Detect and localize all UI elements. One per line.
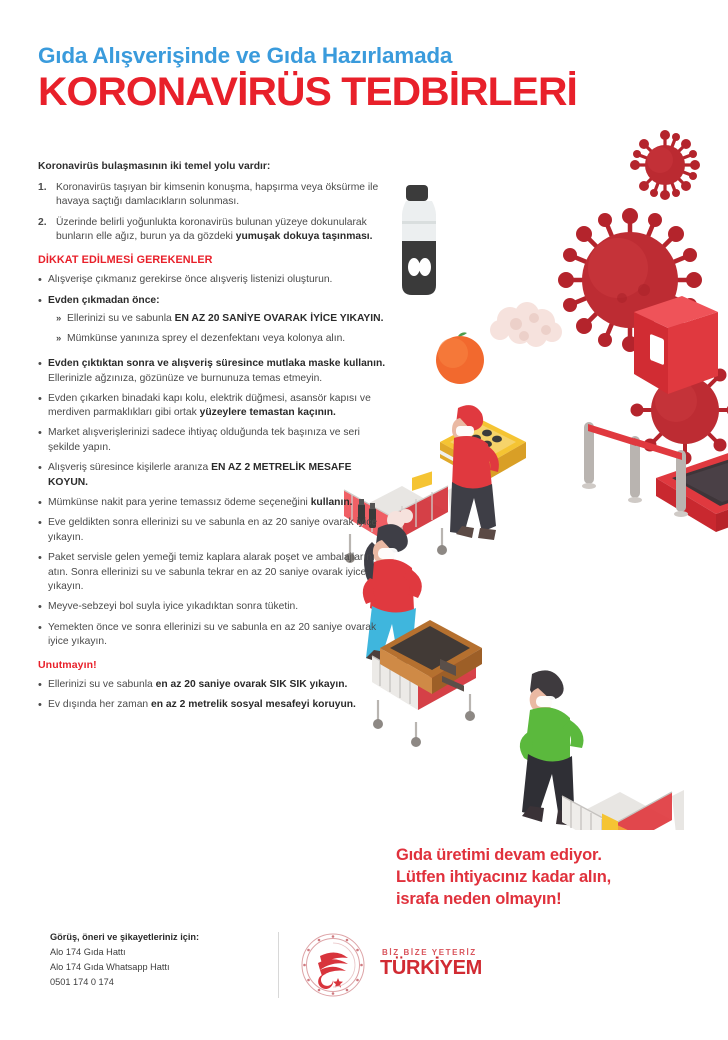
- bullet-dot-icon: •: [38, 462, 42, 475]
- crescent-star-icon: [318, 952, 348, 989]
- water-bottle-icon: [402, 185, 436, 295]
- intro-lead: Koronavirüs bulaşmasının iki temel yolu vardır:: [38, 161, 271, 172]
- call-to-action-text: [396, 845, 716, 910]
- list-text: Evden çıkmadan önce: » Ellerinizi su ve sabunla EN AZ 20 SANİYE OVARAK İYİCE YIKAYIN. » Mümkünse yanınıza sprey el dezenfektanı veya kolonya alın.: [48, 294, 390, 352]
- list-item: [38, 461, 390, 490]
- list-text: Üzerinde belirli yoğunlukta koronavirüs bulunan yüzeye dokunularak bunların elle ağız, burun ya da gözdeki yumuşak dokuya taşınması.: [56, 216, 373, 243]
- cauliflower-icon: [490, 302, 562, 347]
- list-number: 1.: [38, 181, 47, 193]
- bullet-dot-icon: •: [38, 392, 42, 405]
- list-item: [38, 496, 390, 511]
- bullet-dot-icon: •: [38, 601, 42, 614]
- contact-line-1: Alo 174 Gıda Hattı: [50, 946, 126, 957]
- shopper-green-shirt-icon: [520, 670, 684, 830]
- brand-name: TÜRKİYEM: [380, 957, 483, 979]
- poster-header: [38, 44, 698, 112]
- cta-line-2: Lütfen ihtiyacınız kadar alın,: [396, 867, 611, 886]
- orange-fruit-icon: [436, 332, 484, 384]
- contact-phone: 0501 174 0 174: [50, 976, 114, 987]
- brand-tagline: BİZ BİZE YETERİZ: [382, 948, 477, 957]
- cta-line-3: israfa neden olmayın!: [396, 889, 562, 908]
- list-text: Eve geldikten sonra ellerinizi su ve sabunla en az 20 saniye ovarak iyice yıkayın.: [48, 517, 378, 543]
- list-item: [38, 678, 390, 693]
- list-text: Alışverişe çıkmanız gerekirse önce alışveriş listenizi oluşturun.: [48, 274, 333, 286]
- body-content: [38, 160, 390, 718]
- list-item: [38, 698, 390, 713]
- list-text: Yemekten önce ve sonra ellerinizi su ve sabunla en az 20 saniye ovarak iyice yıkayın.: [48, 621, 377, 648]
- list-text: Market alışverişlerinizi sadece ihtiyaç olduğunda tek başınıza ve seri şekilde yapın.: [48, 427, 360, 454]
- poster-footer: [50, 930, 483, 1010]
- section-heading-attention: DİKKAT EDİLMESİ GEREKENLER: [38, 254, 213, 267]
- bullet-dot-icon: •: [38, 517, 42, 530]
- chevron-right-icon: »: [56, 313, 62, 325]
- list-text: Meyve-sebzeyi bol suyla iyice yıkadıktan sonra tüketin.: [48, 601, 299, 613]
- list-text: Paket servisle gelen yemeği temiz kaplara alarak poşet ve ambalajlarını atın. Sonra ellerinizi su ve sabunla tekrar en az 20 saniye ovarak iyice yıkayın.: [48, 551, 375, 593]
- virus-particle-icon: [630, 130, 700, 200]
- list-item: [38, 551, 390, 595]
- list-item: [38, 294, 390, 352]
- bullet-dot-icon: •: [38, 621, 42, 634]
- bullet-dot-icon: •: [38, 358, 42, 371]
- list-number: 2.: [38, 216, 47, 228]
- page-title: KORONAVİRÜS TEDBİRLERİ: [38, 69, 577, 114]
- section-heading-remember: Unutmayın!: [38, 658, 97, 671]
- list-item: [38, 357, 390, 386]
- list-item: [38, 392, 390, 421]
- cta-line-1: Gıda üretimi devam ediyor.: [396, 846, 602, 864]
- list-text: Koronavirüs taşıyan bir kimsenin konuşma, hapşırma veya öksürme ile havaya saçtığı damlacıkların solunması.: [56, 181, 379, 208]
- list-item: [38, 621, 390, 650]
- contact-heading: Görüş, öneri ve şikayetleriniz için:: [50, 932, 200, 942]
- list-text: Ellerinizi su ve sabunla EN AZ 20 SANİYE OVARAK İYİCE YIKAYIN.: [67, 313, 384, 325]
- list-text: Alışveriş süresince kişilerle aranıza EN AZ 2 METRELİK MESAFE KOYUN.: [48, 462, 352, 488]
- seal-svg: [300, 932, 366, 998]
- bullet-dot-icon: •: [38, 496, 42, 509]
- sub-bullet-list: [56, 312, 390, 346]
- list-text: Ellerinizi su ve sabunla en az 20 saniye ovarak SIK SIK yıkayın.: [48, 678, 348, 690]
- list-item: [56, 332, 390, 347]
- bullet-dot-icon: •: [38, 699, 42, 712]
- list-text: Evden çıkarken binadaki kapı kolu, elektrik düğmesi, asansör kapısı ve merdiven parmaklıkları gibi ortak yüzeylere temastan kaçının.: [48, 392, 371, 419]
- footer-divider: [278, 932, 279, 998]
- bullet-dot-icon: •: [38, 678, 42, 691]
- attention-bullet-list: [38, 273, 390, 650]
- ministry-seal-logo: [300, 932, 366, 998]
- contact-line-2: Alo 174 Gıda Whatsapp Hattı: [50, 961, 170, 972]
- campaign-brand-logo: [380, 948, 482, 978]
- list-text: Mümkünse yanınıza sprey el dezenfektanı veya kolonya alın.: [67, 332, 346, 344]
- bullet-dot-icon: •: [38, 427, 42, 440]
- list-item: [38, 181, 390, 210]
- poster-subtitle: Gıda Alışverişinde ve Gıda Hazırlamada: [38, 43, 453, 68]
- list-item: [38, 426, 390, 455]
- bullet-dot-icon: •: [38, 294, 42, 307]
- list-text: Evden çıktıktan sonra ve alışveriş süresince mutlaka maske kullanın. Ellerinizle ağzınıza, gözünüze ve burnunuza temas etmeyin.: [48, 358, 386, 384]
- bullet-dot-icon: •: [38, 551, 42, 564]
- list-item: [56, 312, 390, 327]
- bullet-dot-icon: •: [38, 274, 42, 287]
- chevron-right-icon: »: [56, 332, 62, 344]
- list-text: Mümkünse nakit para yerine temassız ödeme seçeneğini kullanın.: [48, 496, 353, 508]
- shopping-cart-icon: [562, 790, 684, 830]
- transmission-list: [38, 181, 390, 245]
- list-item: [38, 600, 390, 615]
- list-item: [38, 216, 390, 245]
- list-item: [38, 273, 390, 288]
- remember-bullet-list: [38, 678, 390, 713]
- list-text: Ev dışında her zaman en az 2 metrelik sosyal mesafeyi koruyun.: [48, 699, 356, 711]
- list-item: [38, 516, 390, 545]
